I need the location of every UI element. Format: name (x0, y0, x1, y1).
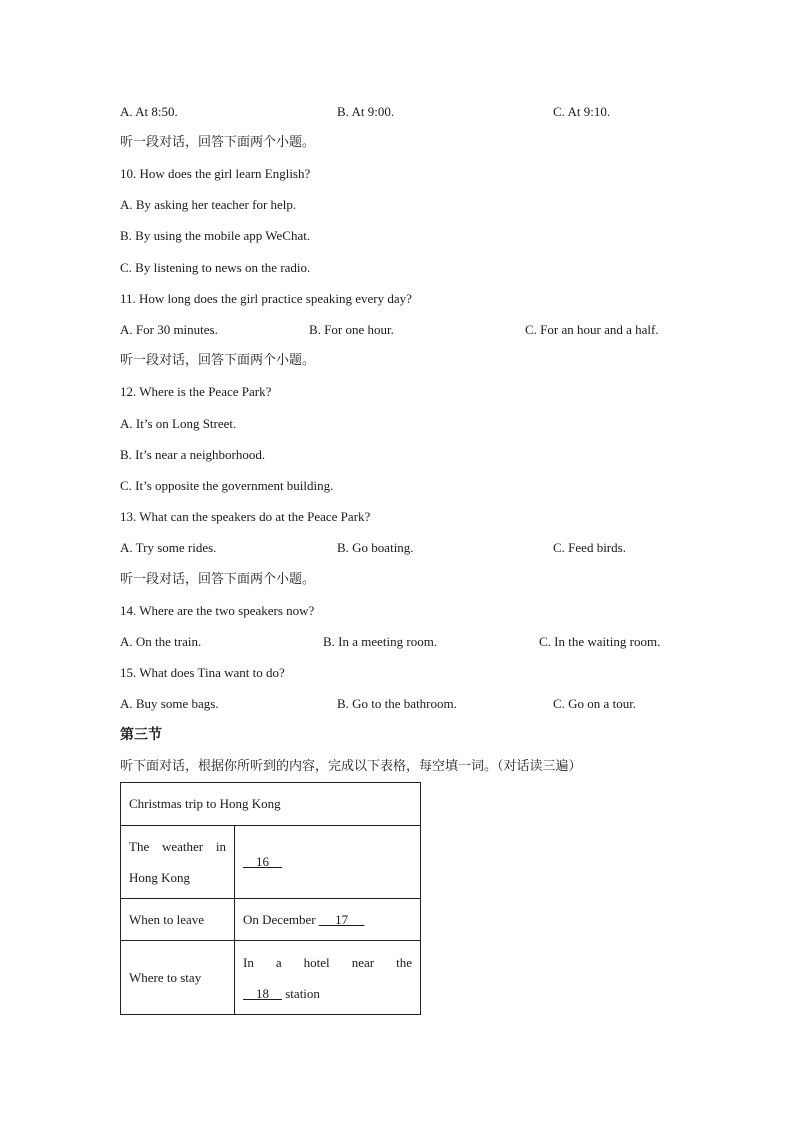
q12-option-b: B. It’s near a neighborhood. (120, 447, 266, 462)
row-label-weather (121, 826, 235, 899)
table-title-row (121, 783, 421, 826)
q12-option-c: C. It’s opposite the government building. (120, 478, 334, 493)
answer-cell-18 (235, 941, 421, 1015)
answer-cell-16 (235, 826, 421, 899)
q10-option-a: A. By asking her teacher for help. (120, 197, 297, 212)
q14-option-c: C. In the waiting room. (539, 634, 661, 649)
q15-option-b: B. Go to the bathroom. (337, 696, 457, 711)
blank-16[interactable]: 16 (243, 854, 282, 869)
question-12: 12. Where is the Peace Park? (120, 384, 272, 399)
q15-option-a: A. Buy some bags. (120, 696, 219, 711)
answer-line (243, 978, 412, 1009)
answer-line: In a hotel near the (243, 954, 412, 970)
answer-prefix: On December (243, 911, 319, 927)
listening-instruction: 听一段对话，回答下面两个小题。 (120, 572, 316, 587)
listening-instruction: 听一段对话，回答下面两个小题。 (120, 135, 316, 150)
section-heading: 第三节 (120, 727, 162, 743)
q14-option-b: B. In a meeting room. (323, 634, 438, 649)
question-15: 15. What does Tina want to do? (120, 665, 285, 680)
q9-option-a: A. At 8:50. (120, 104, 178, 119)
label-line: Hong Kong (129, 870, 191, 885)
answer-suffix: station (282, 985, 320, 1001)
q9-option-c: C. At 9:10. (553, 104, 611, 119)
q10-option-c: C. By listening to news on the radio. (120, 260, 311, 275)
blank-17[interactable]: 17 (318, 911, 365, 927)
q13-option-c: C. Feed birds. (553, 540, 626, 555)
row-label-stay: Where to stay (121, 941, 235, 1015)
question-14: 14. Where are the two speakers now? (120, 603, 315, 618)
row-label-leave: When to leave (121, 899, 235, 941)
blank-18[interactable]: 18 (243, 985, 282, 1001)
label-line: The weather in (129, 839, 226, 854)
table-title: Christmas trip to Hong Kong (121, 783, 421, 826)
q13-option-a: A. Try some rides. (120, 540, 217, 555)
q11-option-c: C. For an hour and a half. (525, 322, 659, 337)
q13-option-b: B. Go boating. (337, 540, 414, 555)
question-13: 13. What can the speakers do at the Peace Park? (120, 509, 371, 524)
question-11: 11. How long does the girl practice speaking every day? (120, 291, 412, 306)
q11-option-b: B. For one hour. (309, 322, 394, 337)
q11-option-a: A. For 30 minutes. (120, 322, 218, 337)
section-instruction: 听下面对话，根据你所听到的内容，完成以下表格，每空填一词。（对话读三遍） (120, 759, 582, 774)
fill-in-table (120, 782, 421, 1015)
q10-option-b: B. By using the mobile app WeChat. (120, 228, 311, 243)
q12-option-a: A. It’s on Long Street. (120, 416, 237, 431)
q9-option-b: B. At 9:00. (337, 104, 395, 119)
table-row (121, 826, 421, 899)
table-row (121, 941, 421, 1015)
listening-instruction: 听一段对话，回答下面两个小题。 (120, 353, 316, 368)
table-row (121, 899, 421, 941)
q15-option-c: C. Go on a tour. (553, 696, 637, 711)
q14-option-a: A. On the train. (120, 634, 202, 649)
question-10: 10. How does the girl learn English? (120, 166, 311, 181)
answer-cell-17 (235, 899, 421, 941)
